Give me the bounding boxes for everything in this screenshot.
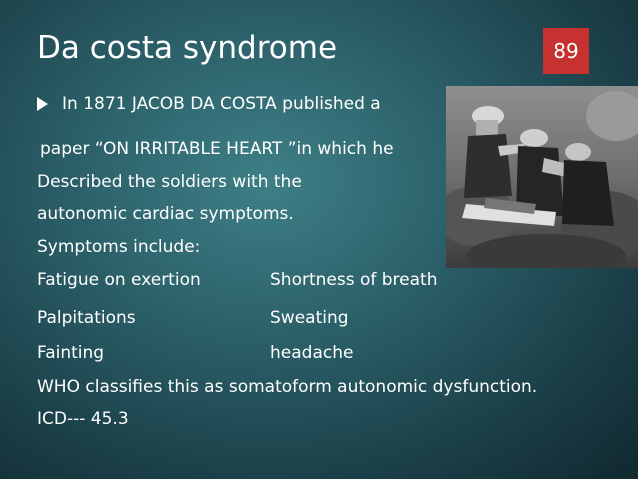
- symptom-right: Sweating: [270, 308, 349, 328]
- slide-title: Da costa syndrome: [37, 30, 338, 66]
- text-line-symptoms-include: Symptoms include:: [37, 237, 201, 257]
- symptom-right: headache: [270, 343, 354, 363]
- who-classification-line: WHO classifies this as somatoform autonomic dysfunction.: [37, 377, 538, 397]
- text-line-paper: paper “ON IRRITABLE HEART ”in which he: [40, 139, 394, 159]
- soldiers-photo-image: [446, 86, 638, 268]
- soldiers-photo: [446, 86, 638, 268]
- icd-code-line: ICD--- 45.3: [37, 409, 129, 429]
- symptom-left: Fainting: [37, 343, 105, 363]
- text-line-autonomic: autonomic cardiac symptoms.: [37, 204, 294, 224]
- text-line-described: Described the soldiers with the: [37, 172, 302, 192]
- intro-line: In 1871 JACOB DA COSTA published a: [62, 94, 381, 114]
- symptom-left: Palpitations: [37, 308, 136, 328]
- bullet-arrow-icon: [37, 97, 48, 111]
- symptom-left: Fatigue on exertion: [37, 270, 201, 290]
- page-number-badge: 89: [543, 28, 589, 74]
- symptom-right: Shortness of breath: [270, 270, 438, 290]
